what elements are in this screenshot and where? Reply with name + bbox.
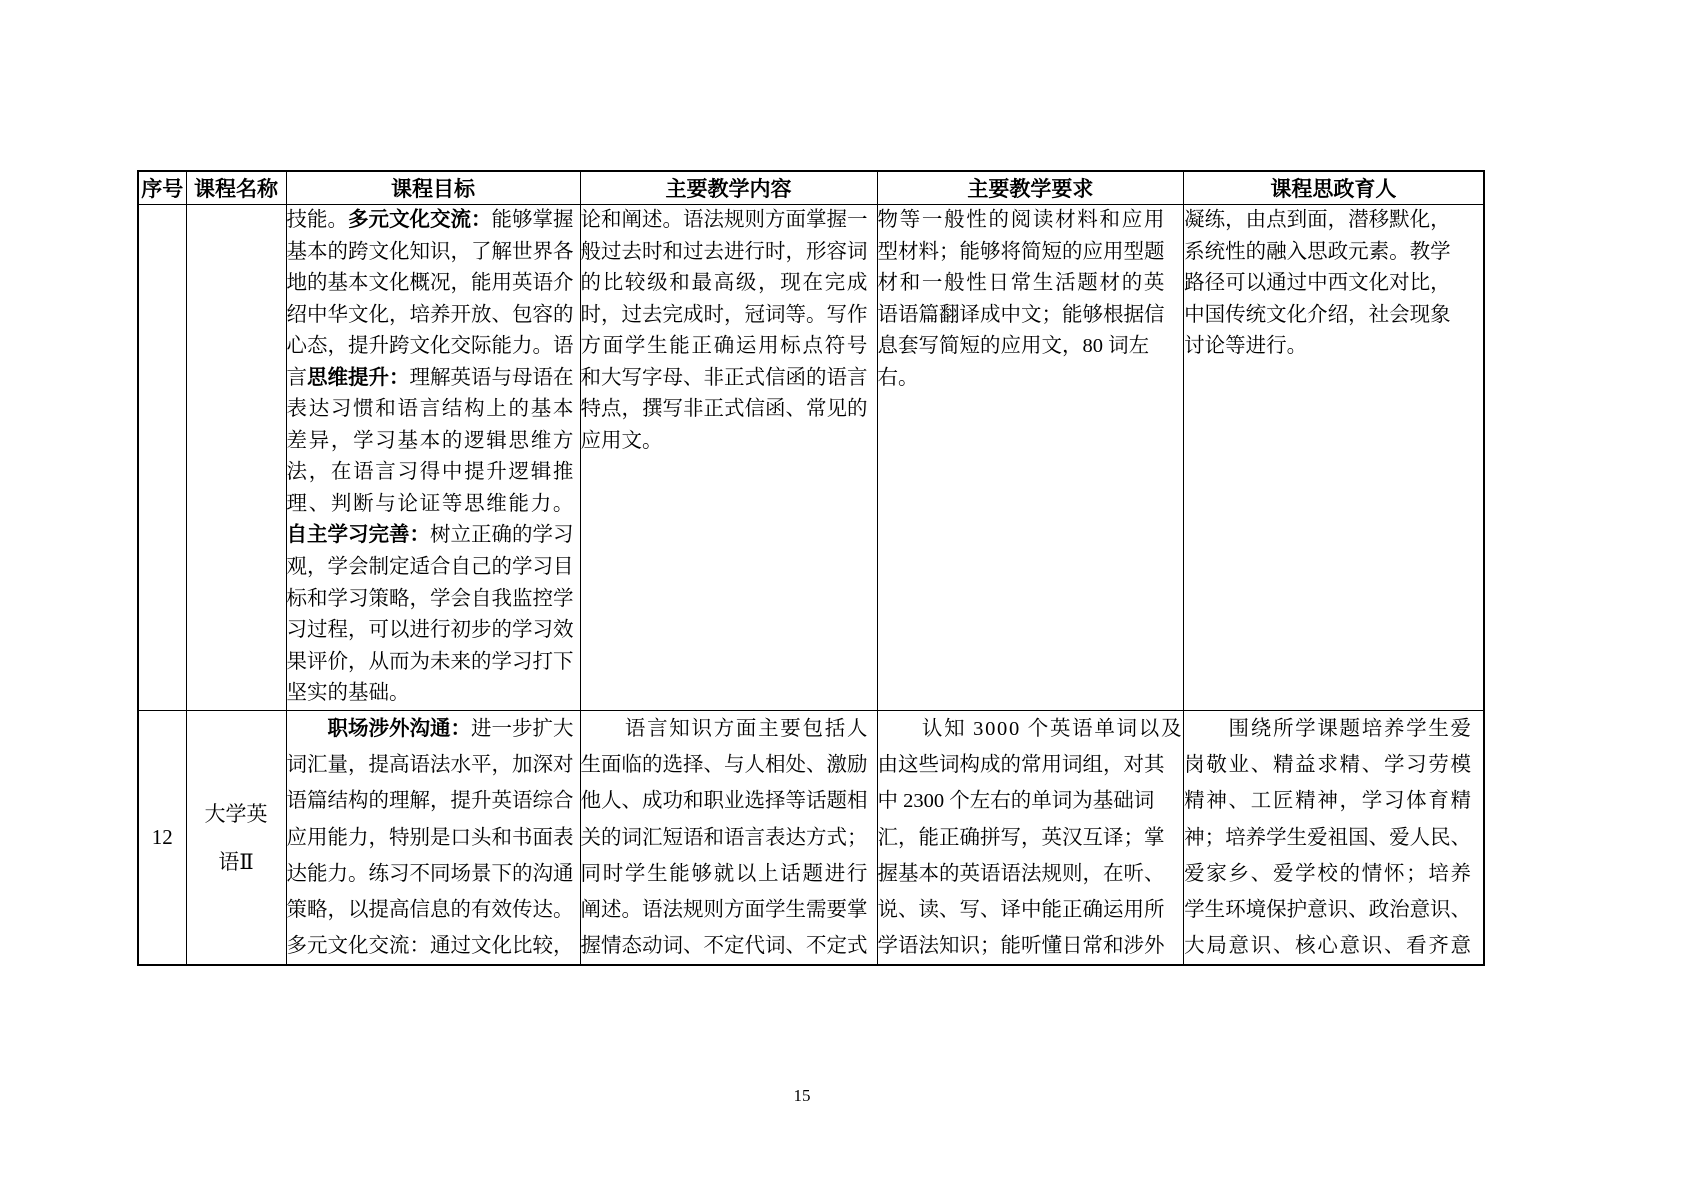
text-segment: 多元文化交流： bbox=[348, 209, 492, 231]
text-segment: 中 2300 个左右的单词为基础词 bbox=[877, 790, 1155, 813]
text-segment: 关的词汇短语和语言表达方式； bbox=[580, 826, 868, 849]
text-line bbox=[1184, 928, 1483, 964]
text-line bbox=[287, 489, 580, 521]
text-segment: 爱家乡、爱学校的情怀；培养 bbox=[1184, 862, 1473, 885]
table-row-course-12 bbox=[138, 711, 1484, 966]
text-line bbox=[1184, 300, 1483, 332]
text-line bbox=[287, 711, 580, 747]
header-seq: 序号 bbox=[138, 171, 186, 205]
text-line bbox=[581, 783, 877, 819]
cell-ideology-education bbox=[1184, 205, 1484, 711]
text-segment: 自主学习完善： bbox=[286, 524, 430, 547]
text-segment: 言 bbox=[286, 366, 307, 389]
text-line bbox=[1184, 237, 1483, 269]
text-line bbox=[287, 268, 580, 300]
text-segment: 材和一般性日常生活题材的英 bbox=[877, 272, 1167, 295]
text-segment: 观，学会制定适合自己的学习目 bbox=[286, 556, 574, 579]
text-line bbox=[287, 237, 580, 269]
text-segment: 般过去时和过去进行时，形容词 bbox=[580, 240, 868, 263]
text-segment: 说、读、写、译中能正确运用所 bbox=[877, 899, 1165, 922]
text-segment: 握基本的英语语法规则，在听、 bbox=[877, 862, 1165, 885]
text-segment: 大学英 bbox=[204, 801, 268, 826]
text-line bbox=[1184, 820, 1483, 856]
text-line bbox=[581, 331, 877, 363]
text-segment: 右。 bbox=[877, 366, 919, 389]
text-line bbox=[1184, 268, 1483, 300]
text-segment: 围绕所学课题培养学生爱 bbox=[1184, 718, 1473, 740]
text-segment: 应用文。 bbox=[580, 429, 663, 452]
text-line bbox=[1184, 205, 1483, 237]
text-line bbox=[878, 783, 1184, 819]
text-segment: 讨论等进行。 bbox=[1184, 335, 1308, 358]
text-line bbox=[1184, 747, 1483, 783]
text-line bbox=[581, 363, 877, 395]
text-line bbox=[1184, 856, 1483, 892]
text-line bbox=[878, 331, 1184, 363]
text-segment: 多元文化交流：通过文化比较， bbox=[286, 935, 574, 958]
text-line bbox=[287, 892, 580, 928]
table-row-continuation bbox=[138, 205, 1484, 711]
text-line bbox=[287, 584, 580, 616]
course-table bbox=[137, 170, 1485, 966]
text-segment: 学生环境保护意识、政治意识、 bbox=[1184, 899, 1472, 922]
cell-course-objectives bbox=[286, 205, 580, 711]
cell-ideology-education bbox=[1184, 711, 1484, 966]
text-line bbox=[1184, 331, 1483, 363]
text-segment: 论和阐述。语法规则方面掌握一 bbox=[580, 209, 868, 231]
text-segment: 和大写字母、非正式信函的语言 bbox=[580, 366, 868, 389]
text-segment: 标和学习策略，学会自我监控学 bbox=[286, 587, 574, 610]
cell-teaching-content bbox=[580, 711, 877, 966]
text-line bbox=[287, 426, 580, 458]
text-segment: 系统性的融入思政元素。教学 bbox=[1184, 240, 1451, 263]
text-line bbox=[287, 300, 580, 332]
text-segment: 职场涉外沟通： bbox=[327, 718, 471, 740]
text-segment: 法，在语言习得中提升逻辑推 bbox=[286, 461, 576, 484]
text-segment: 认知 3000 个英语单词以及 bbox=[877, 718, 1184, 740]
text-line bbox=[878, 300, 1184, 332]
text-line bbox=[878, 268, 1184, 300]
text-segment: 阐述。语法规则方面学生需要掌 bbox=[580, 899, 868, 922]
text-segment: 路径可以通过中西文化对比， bbox=[1184, 272, 1451, 295]
text-line bbox=[581, 892, 877, 928]
text-line bbox=[878, 856, 1184, 892]
text-line bbox=[581, 820, 877, 856]
page-number: 15 bbox=[793, 1086, 811, 1105]
text-line bbox=[581, 268, 877, 300]
text-line bbox=[581, 928, 877, 964]
text-segment: 应用能力，特别是口头和书面表 bbox=[286, 826, 574, 849]
cell-course-name bbox=[186, 205, 286, 711]
text-line bbox=[878, 820, 1184, 856]
text-line bbox=[581, 394, 877, 426]
text-line bbox=[581, 856, 877, 892]
text-segment: 时，过去完成时，冠词等。写作 bbox=[580, 303, 868, 326]
text-segment: 语篇结构的理解，提升英语综合 bbox=[286, 790, 574, 813]
text-segment: 基本的跨文化知识，了解世界各 bbox=[286, 240, 574, 263]
text-segment: 握情态动词、不定代词、不定式 bbox=[580, 935, 868, 958]
text-segment: 表达习惯和语言结构上的基本 bbox=[286, 398, 576, 421]
cell-course-name bbox=[186, 711, 286, 966]
text-segment: 语语篇翻译成中文；能够根据信 bbox=[877, 303, 1165, 326]
cell-teaching-requirements bbox=[877, 205, 1184, 711]
text-segment: 理、判断与论证等思维能力。 bbox=[286, 492, 576, 515]
text-segment: 学语法知识；能听懂日常和涉外 bbox=[877, 935, 1165, 958]
text-line bbox=[581, 747, 877, 783]
text-line bbox=[878, 363, 1184, 395]
text-segment: 神；培养学生爱祖国、爱人民、 bbox=[1184, 826, 1472, 849]
text-line bbox=[1184, 892, 1483, 928]
cell-seq bbox=[138, 205, 186, 711]
text-line bbox=[287, 820, 580, 856]
text-segment: 凝练，由点到面，潜移默化， bbox=[1184, 209, 1451, 231]
text-line bbox=[287, 457, 580, 489]
header-teaching-requirements: 主要教学要求 bbox=[877, 171, 1184, 205]
table-header-row bbox=[138, 171, 1484, 205]
text-line bbox=[878, 892, 1184, 928]
text-line bbox=[287, 615, 580, 647]
text-segment: 能够掌握 bbox=[491, 209, 574, 231]
text-line bbox=[287, 331, 580, 363]
text-line bbox=[287, 647, 580, 679]
cell-teaching-content bbox=[580, 205, 877, 711]
text-segment: 息套写简短的应用文，80 词左 bbox=[877, 335, 1150, 358]
text-segment: 思维提升： bbox=[307, 366, 410, 389]
text-segment: 方面学生能正确运用标点符号 bbox=[580, 335, 870, 358]
text-segment: 精神、工匠精神，学习体育精 bbox=[1184, 790, 1473, 813]
text-line bbox=[187, 790, 286, 838]
text-segment: 岗敬业、精益求精、学习劳模 bbox=[1184, 754, 1473, 777]
text-line bbox=[287, 928, 580, 964]
text-segment: 的比较级和最高级，现在完成 bbox=[580, 272, 870, 295]
text-segment: 心态，提升跨文化交际能力。语 bbox=[286, 335, 574, 358]
text-line bbox=[878, 928, 1184, 964]
text-segment: 坚实的基础。 bbox=[286, 682, 410, 705]
text-line bbox=[287, 783, 580, 819]
text-line bbox=[581, 205, 877, 237]
text-segment: 差异，学习基本的逻辑思维方 bbox=[286, 429, 576, 452]
text-segment: 习过程，可以进行初步的学习效 bbox=[286, 619, 574, 642]
header-course-name: 课程名称 bbox=[186, 171, 286, 205]
text-line bbox=[581, 711, 877, 747]
text-line bbox=[581, 426, 877, 458]
text-line bbox=[581, 237, 877, 269]
text-segment: 大局意识、核心意识、看齐意 bbox=[1184, 935, 1473, 958]
cell-course-objectives bbox=[286, 711, 580, 966]
text-line bbox=[1184, 711, 1483, 747]
text-line bbox=[878, 747, 1184, 783]
cell-seq: 12 bbox=[138, 711, 186, 966]
cell-teaching-requirements bbox=[877, 711, 1184, 966]
text-segment: 同时学生能够就以上话题进行 bbox=[580, 862, 870, 885]
text-segment: 汇，能正确拼写，英汉互译；掌 bbox=[877, 826, 1165, 849]
text-line bbox=[287, 363, 580, 395]
text-line bbox=[1184, 783, 1483, 819]
text-segment bbox=[287, 718, 328, 740]
text-segment: 词汇量，提高语法水平，加深对 bbox=[286, 754, 574, 777]
header-ideology-education: 课程思政育人 bbox=[1184, 171, 1484, 205]
text-segment: 型材料；能够将简短的应用型题 bbox=[877, 240, 1165, 263]
text-segment: 语Ⅱ bbox=[218, 849, 254, 874]
text-line bbox=[287, 205, 580, 237]
text-segment: 生面临的选择、与人相处、激励 bbox=[580, 754, 868, 777]
text-segment: 物等一般性的阅读材料和应用 bbox=[877, 209, 1167, 231]
text-line bbox=[287, 856, 580, 892]
text-segment: 进一步扩大 bbox=[471, 718, 574, 740]
text-line bbox=[187, 838, 286, 886]
text-segment: 中国传统文化介绍，社会现象 bbox=[1184, 303, 1451, 326]
text-line bbox=[878, 711, 1184, 747]
text-segment: 特点，撰写非正式信函、常见的 bbox=[580, 398, 868, 421]
text-segment: 树立正确的学习 bbox=[430, 524, 574, 547]
text-segment: 由这些词构成的常用词组，对其 bbox=[877, 754, 1165, 777]
text-segment: 理解英语与母语在 bbox=[409, 366, 574, 389]
text-segment: 策略，以提高信息的有效传达。 bbox=[286, 899, 574, 922]
text-segment: 果评价，从而为未来的学习打下 bbox=[286, 650, 574, 673]
text-line bbox=[878, 205, 1184, 237]
header-teaching-content: 主要教学内容 bbox=[580, 171, 877, 205]
text-line bbox=[287, 394, 580, 426]
text-line bbox=[287, 552, 580, 584]
text-line bbox=[287, 520, 580, 552]
text-line bbox=[287, 747, 580, 783]
text-line bbox=[581, 300, 877, 332]
text-segment: 技能。 bbox=[286, 209, 348, 231]
text-line bbox=[878, 237, 1184, 269]
text-segment: 语言知识方面主要包括人 bbox=[580, 718, 870, 740]
text-segment: 地的基本文化概况，能用英语介 bbox=[286, 272, 574, 295]
text-segment: 达能力。练习不同场景下的沟通 bbox=[286, 862, 574, 885]
text-segment: 绍中华文化，培养开放、包容的 bbox=[286, 303, 574, 326]
header-course-objectives: 课程目标 bbox=[286, 171, 580, 205]
text-segment: 他人、成功和职业选择等话题相 bbox=[580, 790, 868, 813]
text-line bbox=[287, 678, 580, 710]
